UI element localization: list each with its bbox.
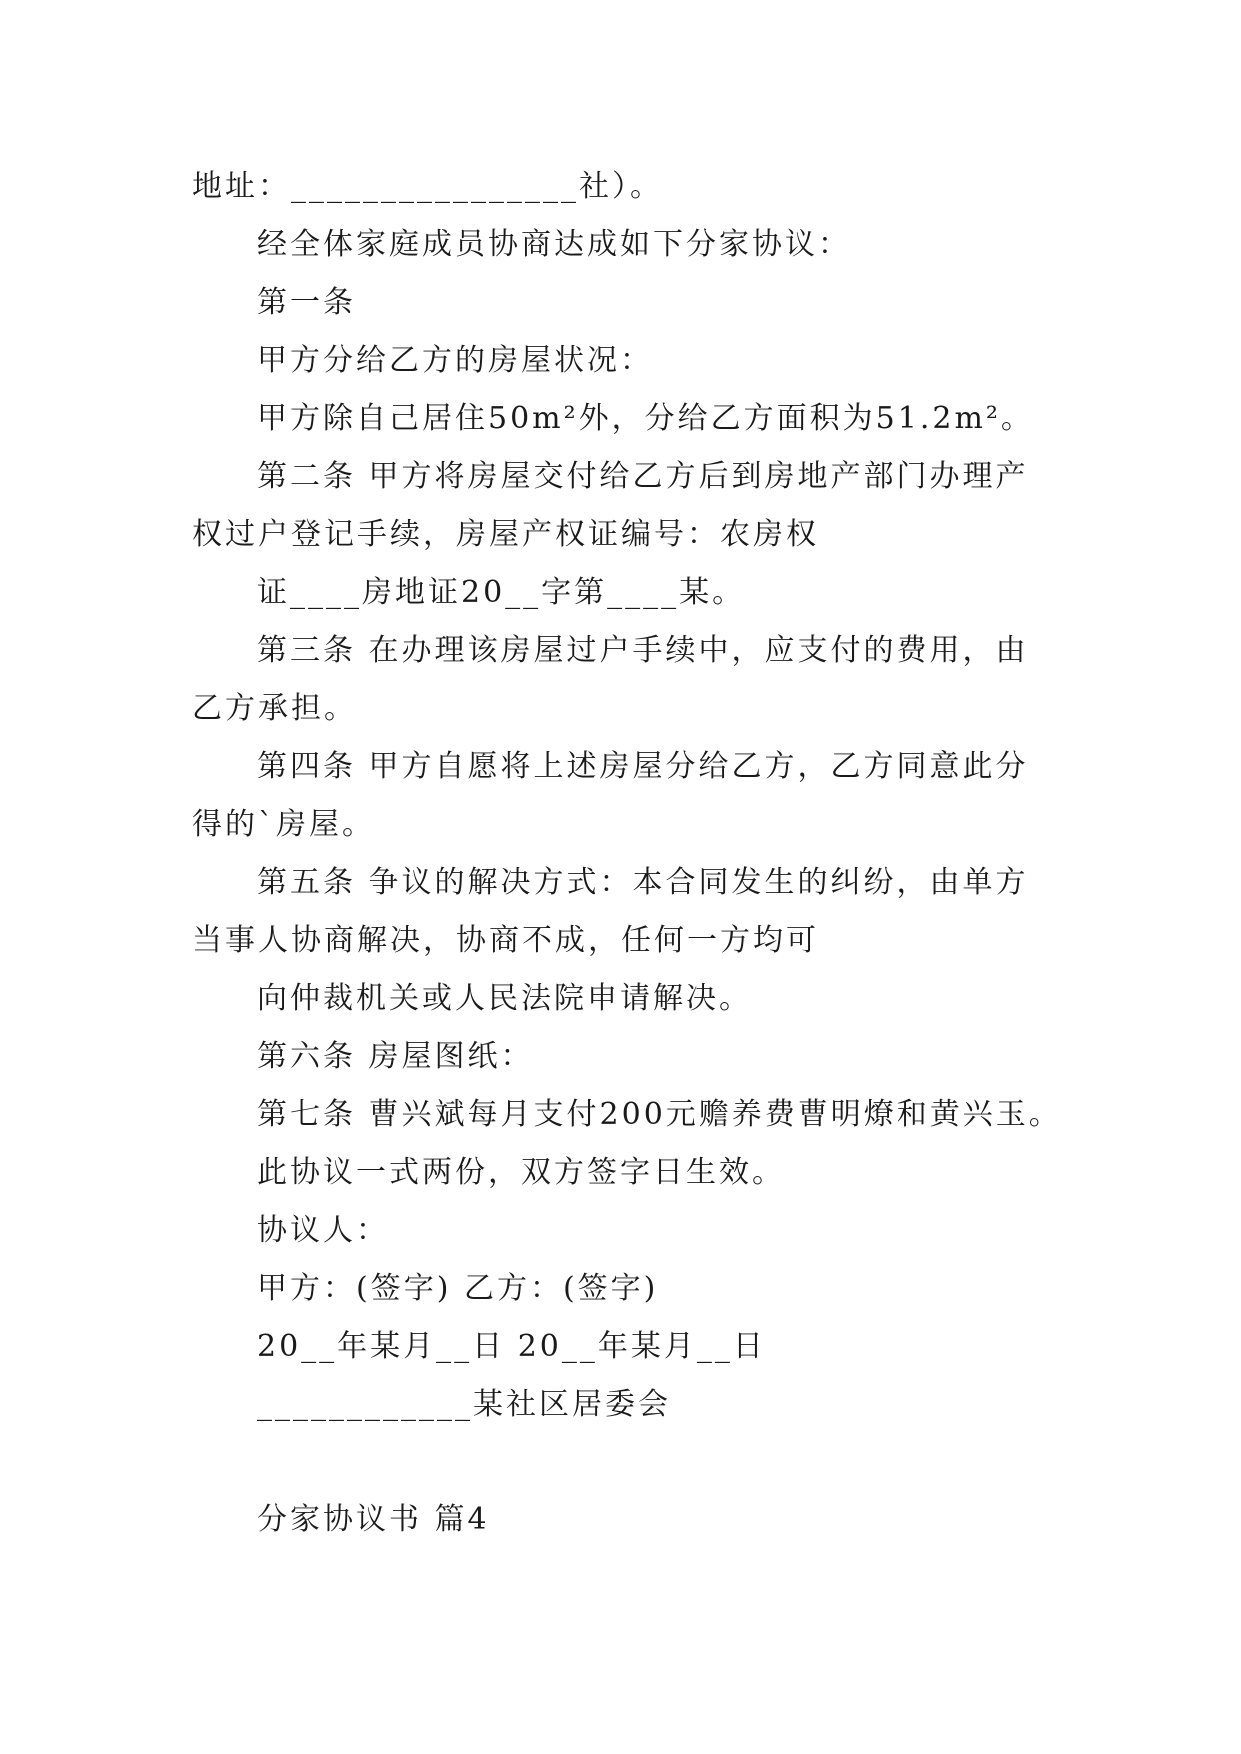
article-1-content: 甲方除自己居住50m²外，分给乙方面积为51.2m²。 <box>257 401 1034 436</box>
article-1-subtitle: 甲方分给乙方的房屋状况： <box>257 343 653 378</box>
date-line: 20__年某月__日 20__年某月__日 <box>257 1329 766 1364</box>
article-5-line-1: 第五条 争议的解决方式：本合同发生的纠纷，由单方 <box>257 865 1029 900</box>
effect-clause: 此协议一式两份，双方签字日生效。 <box>257 1155 785 1190</box>
agreement-intro: 经全体家庭成员协商达成如下分家协议： <box>257 227 851 262</box>
article-5-line-2: 当事人协商解决，协商不成，任何一方均可 <box>192 923 819 958</box>
article-6: 第六条 房屋图纸： <box>257 1039 534 1074</box>
article-3-line-1: 第三条 在办理该房屋过户手续中，应支付的费用，由 <box>257 633 1029 668</box>
address-line: 地址：________________社）。 <box>192 169 663 204</box>
article-5-line-3: 向仲裁机关或人民法院申请解决。 <box>257 981 752 1016</box>
article-2-line-3: 证____房地证20__字第____某。 <box>257 575 746 610</box>
section-title: 分家协议书 篇4 <box>257 1502 490 1537</box>
article-1-heading: 第一条 <box>257 285 356 320</box>
article-7: 第七条 曹兴斌每月支付200元赡养费曹明燎和黄兴玉。 <box>257 1097 1062 1132</box>
article-2-line-1: 第二条 甲方将房屋交付给乙方后到房地产部门办理产 <box>257 459 1029 494</box>
article-3-line-2: 乙方承担。 <box>192 691 357 726</box>
signatories-label: 协议人： <box>257 1213 389 1248</box>
committee-line: ____________某社区居委会 <box>257 1387 671 1422</box>
article-2-line-2: 权过户登记手续，房屋产权证编号：农房权 <box>192 517 819 552</box>
article-4-line-2: 得的`房屋。 <box>192 807 375 842</box>
signature-line: 甲方：(签字) 乙方：(签字) <box>257 1271 659 1306</box>
article-4-line-1: 第四条 甲方自愿将上述房屋分给乙方，乙方同意此分 <box>257 749 1029 784</box>
